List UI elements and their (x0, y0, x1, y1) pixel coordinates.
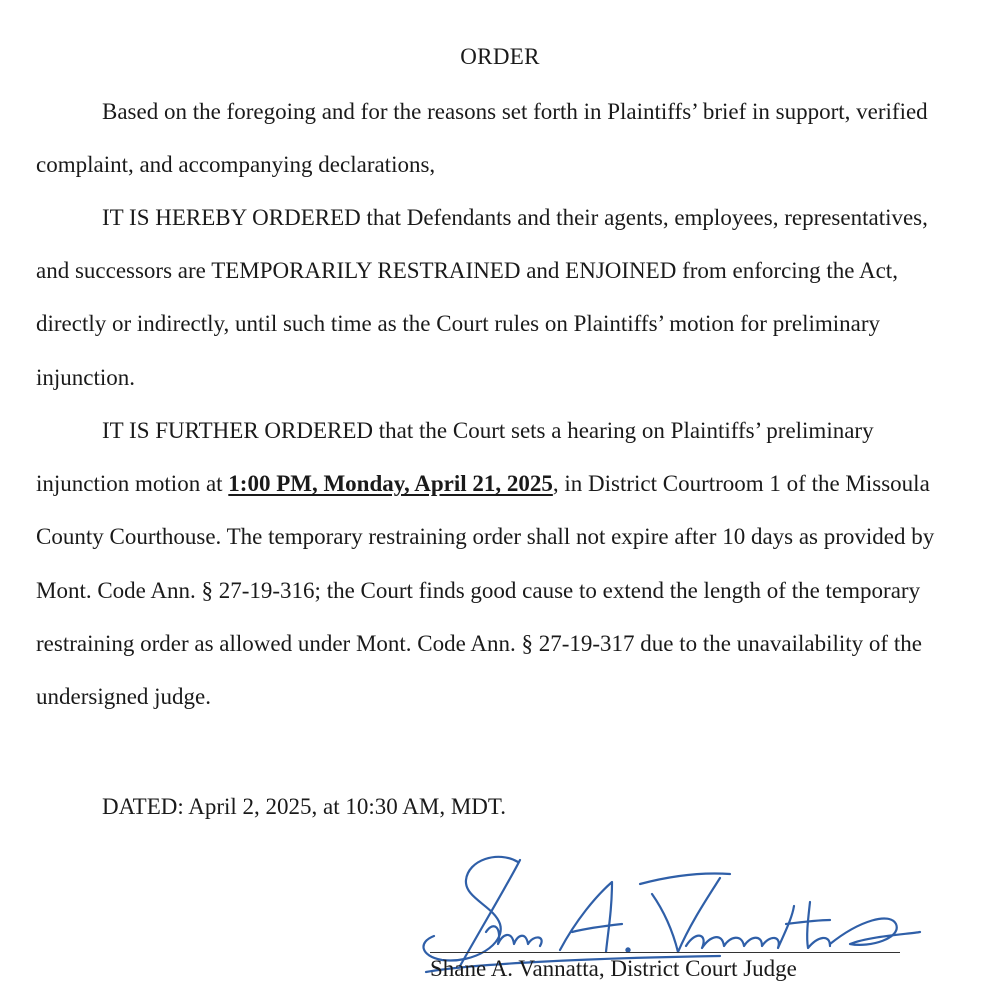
signature-block (390, 840, 950, 991)
document-title: ORDER (460, 44, 540, 69)
paragraph-further-ordered (36, 404, 936, 723)
signature-caption: Shane A. Vannatta, District Court Judge (430, 956, 797, 981)
hearing-date-time: 1:00 PM, Monday, April 21, 2025 (228, 471, 553, 497)
paragraph-hereby-ordered (36, 191, 936, 404)
paragraph-foregoing (36, 85, 936, 191)
signature-line (430, 952, 900, 953)
paragraph-further-ordered-text-start: IT IS FURTHER ORDERED that the Court sets a hearing on Plaintiffs’ preliminary injunction motion at (36, 418, 874, 497)
paragraph-foregoing-text: Based on the foregoing and for the reasons set forth in Plaintiffs’ brief in support, verified complaint, and accompanying declarations, (36, 99, 928, 178)
paragraph-further-ordered-text-end: , in District Courtroom 1 of the Missoula County Courthouse. The temporary restraining order shall not expire after 10 days as provided by Mont. Code Ann. § 27-19-316; the Court finds good cause to extend the length of the temporary restraining order as allowed under Mont. Code Ann. § 27-19-317 due to the unavailability of the undersigned judge. (36, 471, 935, 710)
paragraph-hereby-ordered-text: IT IS HEREBY ORDERED that Defendants and their agents, employees, representatives, and successors are TEMPORARILY RESTRAINED and ENJOINED from enforcing the Act, directly or indirectly, until such time as the Court rules on Plaintiffs’ motion for preliminary injunction. (36, 205, 928, 390)
dated-line (36, 780, 936, 833)
dated-text: DATED: April 2, 2025, at 10:30 AM, MDT. (102, 794, 506, 819)
